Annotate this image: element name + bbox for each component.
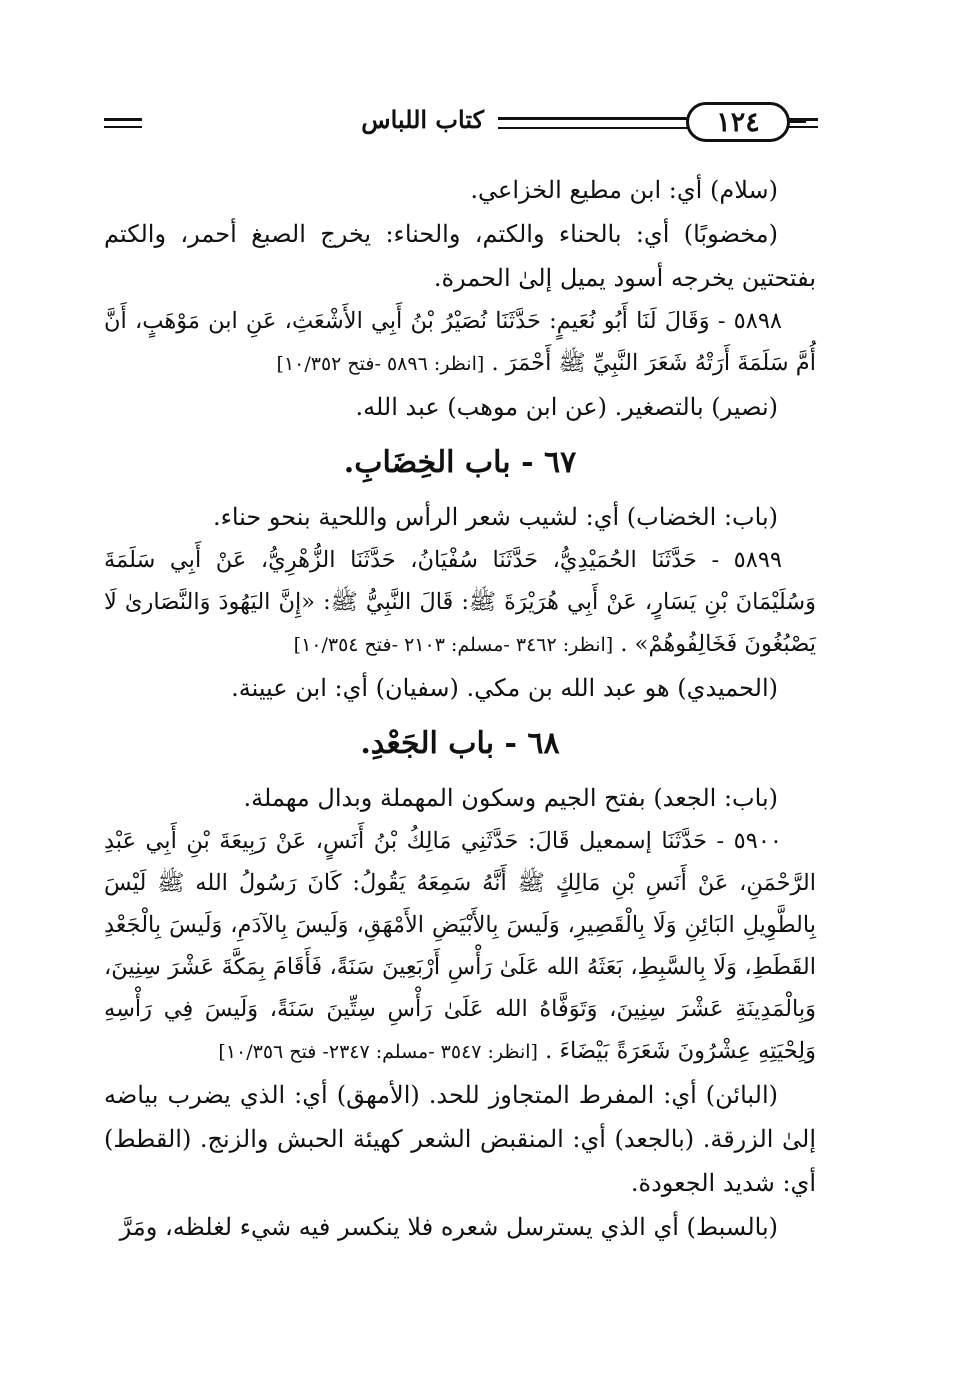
commentary-paragraph: (بالسبط) أي الذي يسترسل شعره فلا ينكسر فيه شيء لغلظه، ومَرَّ <box>119 1213 778 1241</box>
hadith-text: ٥٨٩٨ - وَقَالَ لَنَا أَبُو نُعَيمٍ: حَدَّثَنَا نُصَيْرُ بْنُ أَبِي الأَشْعَثِ، عَنِ ابن مَوْهَبٍ، أَنَّ أُمَّ سَلَمَةَ أَرَتْهُ شَعَرَ النَّبِيِّ ﷺ أَحْمَرَ . <box>104 308 816 376</box>
hadith-5899 <box>104 539 816 666</box>
header-badge-tail <box>788 120 806 123</box>
hadith-reference: [انظر: ٥٨٩٦ -فتح ١٠/٣٥٢] <box>276 353 485 375</box>
commentary-paragraph: (سلام) أي: ابن مطيع الخزاعي. <box>470 176 778 204</box>
header-rule-middle <box>498 117 688 129</box>
page-body <box>104 168 816 1249</box>
chapter-heading-67: ٦٧ - باب الخِضَابِ. <box>343 445 577 480</box>
commentary-paragraph: (البائن) أي: المفرط المتجاوز للحد. (الأمهق) أي: الذي يضرب بياضه إلىٰ الزرقة. (بالجعد) أي: المنقبض الشعر كهيئة الحبش والزنج. (القطط) أي: شديد الجعودة. <box>104 1081 816 1197</box>
hadith-text: ٥٨٩٩ - حَدَّثَنَا الحُمَيْدِيُّ، حَدَّثَنَا سُفْيَانُ، حَدَّثَنَا الزُّهْرِيُّ، عَنْ أَبِي سَلَمَةَ وَسُلَيْمَانَ بْنِ يَسَارٍ، عَنْ أَبِي هُرَيْرَةَ ﷺ: قَالَ النَّبِيُّ ﷺ: «إِنَّ اليَهُودَ وَالنَّصَارىٰ لَا يَصْبُغُونَ فَخَالِفُوهُمْ» . <box>104 547 816 657</box>
hadith-reference: [انظر: ٣٤٦٢ -مسلم: ٢١٠٣ -فتح ١٠/٣٥٤] <box>293 634 614 656</box>
running-header <box>104 100 818 144</box>
commentary-paragraph: (باب: الخضاب) أي: لشيب شعر الرأس واللحية بنحو حناء. <box>212 503 778 531</box>
commentary-paragraph: (باب: الجعد) بفتح الجيم وسكون المهملة وبدال مهملة. <box>243 784 778 812</box>
book-title: كتاب اللباس <box>361 105 484 134</box>
hadith-reference: [انظر: ٣٥٤٧ -مسلم: ٢٣٤٧- فتح ١٠/٣٥٦] <box>218 1041 538 1063</box>
page-number: ١٢٤ <box>716 106 760 138</box>
page-number-badge <box>686 102 790 142</box>
hadith-5900 <box>104 820 816 1073</box>
commentary-paragraph: (الحميدي) هو عبد الله بن مكي. (سفيان) أي: ابن عيينة. <box>231 674 778 702</box>
header-rule-left <box>104 118 142 128</box>
chapter-heading-68: ٦٨ - باب الجَعْدِ. <box>360 726 560 761</box>
commentary-paragraph: (مخضوبًا) أي: بالحناء والكتم، والحناء: يخرج الصبغ أحمر، والكتم بفتحتين يخرجه أسود يميل إلىٰ الحمرة. <box>104 220 816 292</box>
hadith-text: ٥٩٠٠ - حَدَّثَنَا إسمعيل قَالَ: حَدَّثَنِي مَالِكُ بْنُ أَنَسٍ، عَنْ رَبِيعَةَ بْنِ أَبِي عَبْدِ الرَّحْمَنِ، عَنْ أَنَسِ بْنِ مَالِكٍ ﷺ أَنَّهُ سَمِعَهُ يَقُولُ: كَانَ رَسُولُ الله ﷺ لَيْسَ بِالطَّوِيلِ البَائِنِ وَلَا بِالْقَصِيرِ، وَلَيسَ بِالأَبْيَضِ الأَمْهَقِ، وَلَيسَ بِالآدَمِ، وَلَيسَ بِالْجَعْدِ القَطَطِ، وَلَا بِالسَّبِطِ، بَعَثَهُ الله عَلَىٰ رَأْسِ أَرْبَعِينَ سَنَةً، فَأَقَامَ بِمَكَّةَ عَشْرَ سِنِينَ، وَبِالْمَدِينَةِ عَشْرَ سِنِينَ، وَتَوَفَّاهُ الله عَلَىٰ رَأْسِ سِتِّينَ سَنَةً، وَلَيسَ فِي رَأْسِهِ وَلِحْيَتِهِ عِشْرُونَ شَعَرَةً بَيْضَاءَ . <box>104 828 816 1064</box>
hadith-5898 <box>104 300 816 385</box>
commentary-paragraph: (نصير) بالتصغير. (عن ابن موهب) عبد الله. <box>355 393 778 421</box>
